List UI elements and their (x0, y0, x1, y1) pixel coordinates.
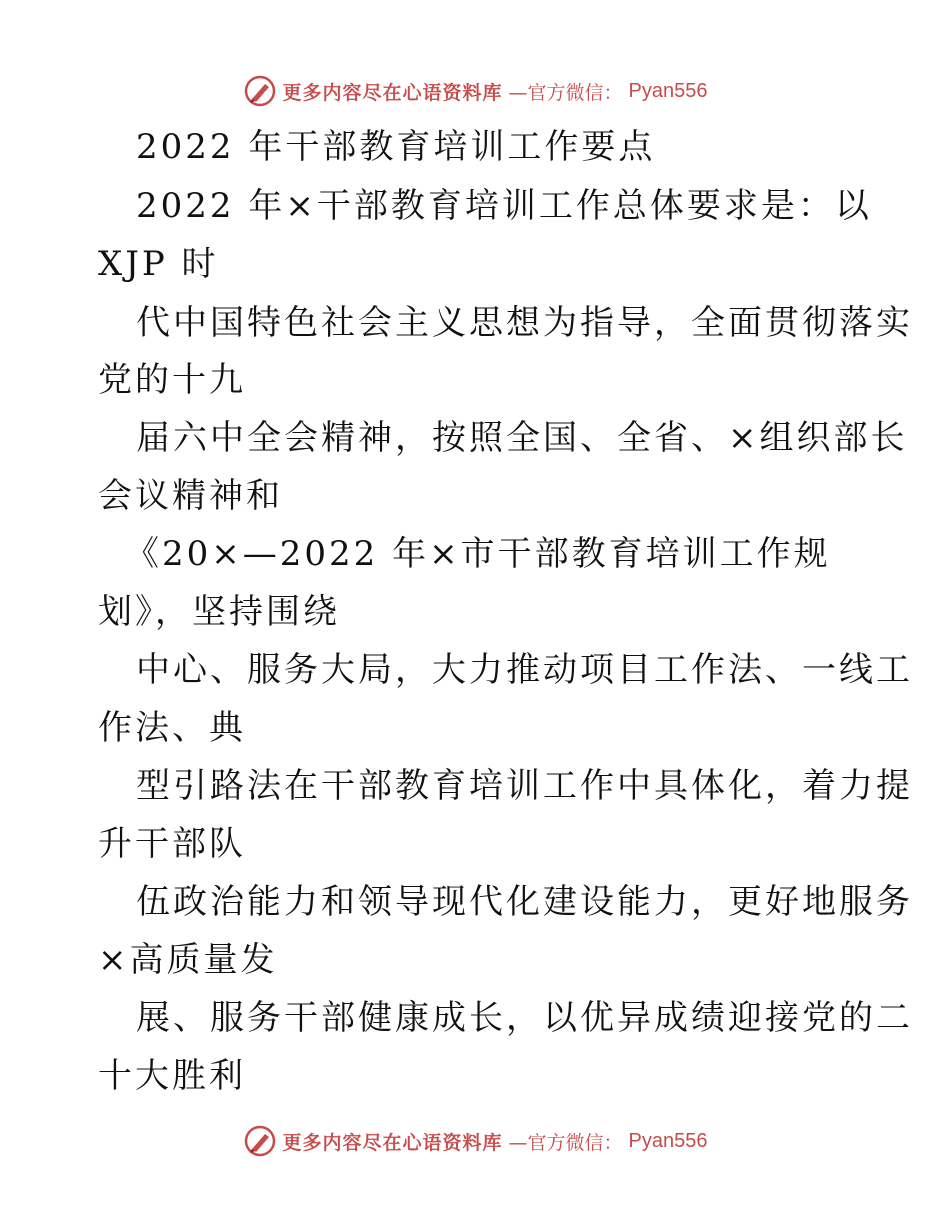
document-title: 2022 年干部教育培训工作要点 (136, 127, 656, 167)
text-line: 中心、服务大局，大力推动项目工作法、一线工 (136, 650, 913, 690)
text-line: 升干部队 (98, 824, 246, 864)
watermark-sub-text: —官方微信： (508, 1131, 623, 1154)
text-line: 伍政治能力和领导现代化建设能力，更好地服务 (136, 882, 913, 922)
text-line: 型引路法在干部教育培训工作中具体化，着力提 (136, 766, 913, 806)
text-line: ×高质量发 (98, 940, 278, 980)
pen-logo-icon (243, 74, 277, 108)
watermark-wechat-id: Pyan556 (628, 79, 708, 102)
watermark-main-text: 更多内容尽在心语资料库 (282, 1131, 503, 1154)
text-line: 代中国特色社会主义思想为指导，全面贯彻落实 (136, 303, 913, 343)
text-line: 党的十九 (98, 360, 246, 400)
watermark-header (0, 71, 950, 111)
text-line: 会议精神和 (98, 476, 283, 516)
watermark-main-text: 更多内容尽在心语资料库 (282, 81, 503, 104)
text-line: 作法、典 (98, 708, 246, 748)
text-line: 2022 年×干部教育培训工作总体要求是：以 (136, 186, 872, 226)
watermark-footer (0, 1121, 950, 1161)
text-line: 届六中全会精神，按照全国、全省、×组织部长 (136, 418, 908, 458)
text-line: 《20×—2022 年×市干部教育培训工作规 (125, 534, 831, 574)
text-line: 展、服务干部健康成长，以优异成绩迎接党的二 (136, 998, 913, 1038)
text-line: 划》，坚持围绕 (98, 592, 340, 632)
watermark-sub-text: —官方微信： (508, 81, 623, 104)
watermark-wechat-id: Pyan556 (628, 1129, 708, 1152)
text-line: XJP 时 (98, 244, 219, 284)
pen-logo-icon (243, 1124, 277, 1158)
text-line: 十大胜利 (98, 1056, 246, 1096)
